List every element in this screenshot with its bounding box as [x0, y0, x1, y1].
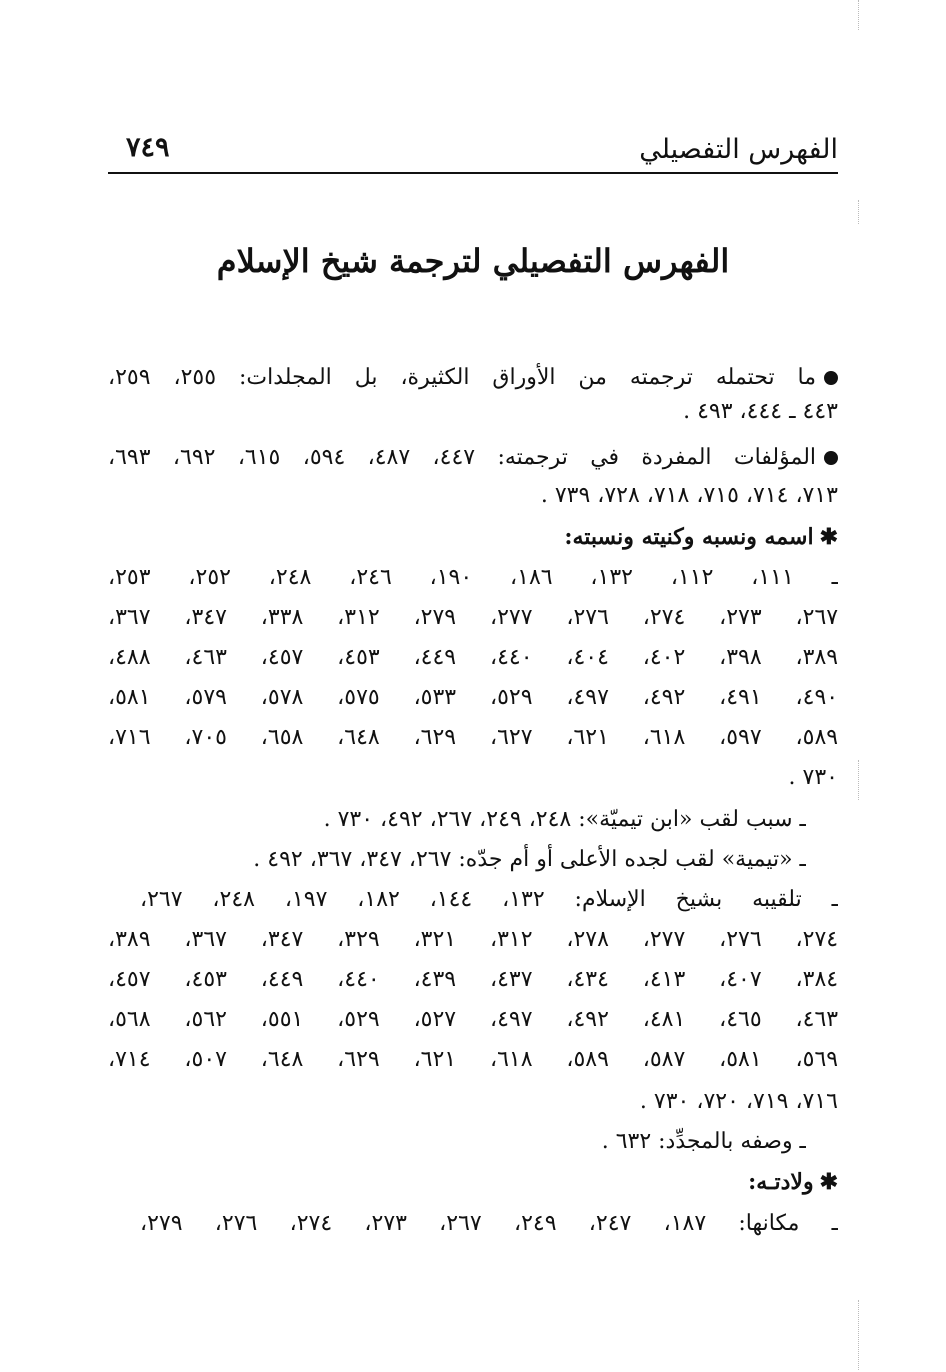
number-line: ٣٨٩، ٣٩٨، ٤٠٢، ٤٠٤، ٤٤٠، ٤٤٩، ٤٥٣، ٤٥٧، ٤٦٣، ٤٨٨، [108, 645, 838, 670]
section-heading [108, 1162, 838, 1202]
entry-continuation [108, 392, 838, 432]
number-line: ٥٦٩، ٥٨١، ٥٨٧، ٥٨٩، ٦١٨، ٦٢١، ٦٢٩، ٦٤٨، ٥٠٧، ٧١٤، [108, 1047, 838, 1072]
sub-entry: ـ تلقيبه بشيخ الإسلام: ١٣٢، ١٤٤، ١٨٢، ١٩٧، ٢٤٨، ٢٦٧، [140, 887, 838, 912]
running-header [108, 128, 838, 174]
bullet-icon [824, 371, 838, 385]
page-title: الفهرس التفصيلي لترجمة شيخ الإسلام [216, 242, 730, 280]
scan-margin-mark [858, 760, 861, 800]
scan-margin-mark [858, 1300, 861, 1370]
scan-margin-mark [858, 200, 861, 224]
heading-text: اسمه ونسبه وكنيته ونسبته: [564, 524, 814, 550]
entry-continuation [108, 476, 838, 516]
asterisk-icon: ✱ [819, 1169, 838, 1195]
entry-text: ٧١٣، ٧١٤، ٧١٥، ٧١٨، ٧٢٨، ٧٣٩ . [540, 483, 838, 508]
number-line: ٢٦٧، ٢٧٣، ٢٧٤، ٢٧٦، ٢٧٧، ٢٧٩، ٣١٢، ٣٣٨، ٣٤٧، ٣٦٧، [108, 605, 838, 630]
number-line: ٣٨٤، ٤٠٧، ٤١٣، ٤٣٤، ٤٣٧، ٤٣٩، ٤٤٠، ٤٤٩، ٤٥٣، ٤٥٧، [108, 967, 838, 992]
number-line: ٤٦٣، ٤٦٥، ٤٨١، ٤٩٢، ٤٩٧، ٥٢٧، ٥٢٩، ٥٥١، ٥٦٢، ٥٦٨، [108, 1007, 838, 1032]
entry-text: المؤلفات المفردة في ترجمته: ٤٤٧، ٤٨٧، ٥٩٤، ٦١٥، ٦٩٢، ٦٩٣، [108, 445, 817, 470]
page-number: ٧٤٩ [126, 132, 170, 163]
entry-text: ٤٤٣ ـ ٤٤٤، ٤٩٣ . [683, 399, 838, 424]
sub-entry: ـ وصفه بالمجدِّد: ٦٣٢ . [601, 1129, 806, 1154]
entry-text: ما تحتمله ترجمته من الأوراق الكثيرة، بل المجلدات: ٢٥٥، ٢٥٩، [108, 365, 817, 390]
sub-entry: ـ مكانها: ١٨٧، ٢٤٧، ٢٤٩، ٢٦٧، ٢٧٣، ٢٧٤، ٢٧٦، ٢٧٩، [140, 1211, 838, 1236]
number-line: ٥٨٩، ٥٩٧، ٦١٨، ٦٢١، ٦٢٧، ٦٢٩، ٦٤٨، ٦٥٨، ٧٠٥، ٧١٦، [108, 725, 838, 750]
sub-entry: ـ سبب لقب «ابن تيميّة»: ٢٤٨، ٢٤٩، ٢٦٧، ٤٩٢، ٧٣٠ . [323, 807, 806, 832]
heading-text: ولادتـه: [748, 1169, 814, 1195]
bullet-entry [108, 438, 838, 478]
section-heading [108, 517, 838, 557]
scan-margin-mark [858, 0, 861, 30]
number-line: ٧٣٠ . [788, 765, 838, 790]
number-line: ٤٩٠، ٤٩١، ٤٩٢، ٤٩٧، ٥٢٩، ٥٣٣، ٥٧٥، ٥٧٨، ٥٧٩، ٥٨١، [108, 685, 838, 710]
number-line: ـ ١١١، ١١٢، ١٣٢، ١٨٦، ١٩٠، ٢٤٦، ٢٤٨، ٢٥٢، ٢٥٣، [108, 565, 838, 590]
running-title: الفهرس التفصيلي [639, 134, 838, 165]
sub-entry: ـ «تيمية» لقب لجده الأعلى أو أم جدّه: ٢٦٧، ٣٤٧، ٣٦٧، ٤٩٢ . [253, 847, 806, 872]
number-line: ٢٧٤، ٢٧٦، ٢٧٧، ٢٧٨، ٣١٢، ٣٢١، ٣٢٩، ٣٤٧، ٣٦٧، ٣٨٩، [108, 927, 838, 952]
asterisk-icon: ✱ [819, 524, 838, 550]
number-line: ٧١٦، ٧١٩، ٧٢٠، ٧٣٠ . [639, 1089, 838, 1114]
bullet-icon [824, 451, 838, 465]
